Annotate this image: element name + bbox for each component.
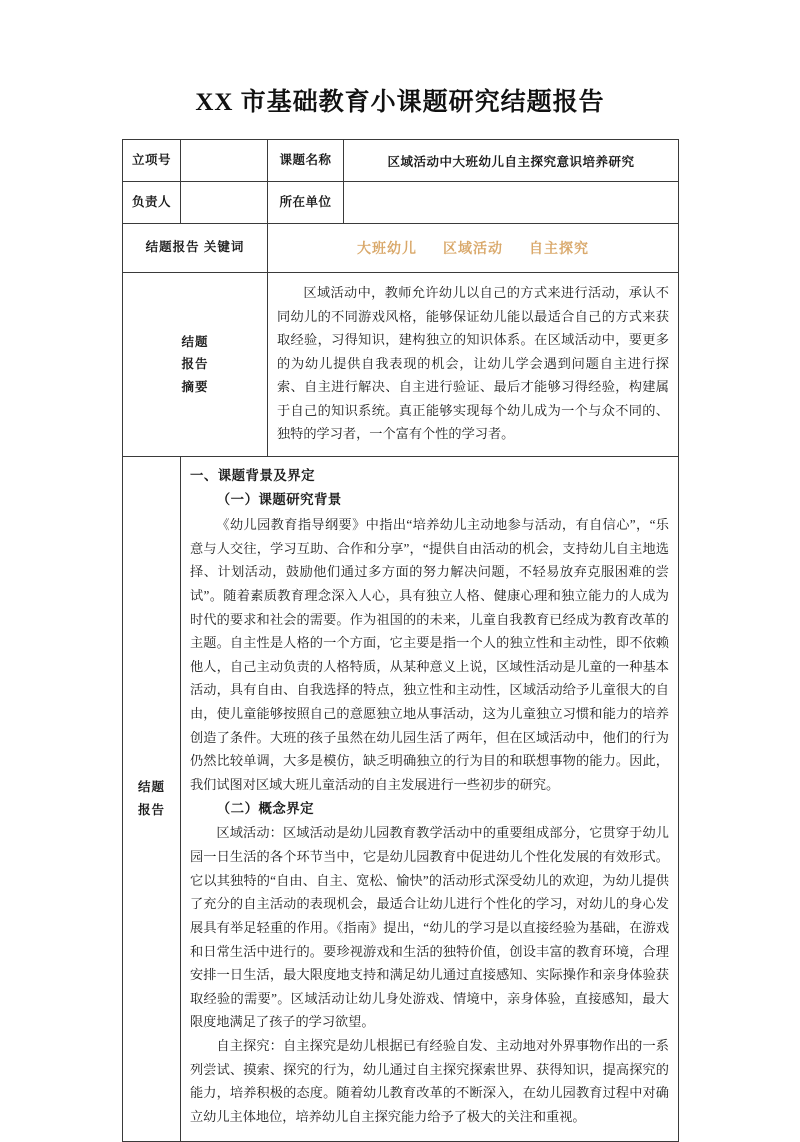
body-heading-1: 一、课题背景及界定 (190, 467, 316, 483)
label-organization: 所在单位 (268, 182, 344, 224)
label-report-keywords-line2: 关键词 (203, 240, 245, 255)
label-report-abstract-line2: 报告 (181, 357, 209, 371)
table-row-owner (123, 182, 679, 224)
keyword-item: 区域活动 (443, 242, 503, 257)
value-report-keywords[interactable] (268, 224, 679, 273)
label-report-abstract-line1: 结题 (181, 334, 209, 349)
label-report-keywords (123, 224, 268, 273)
body-heading-1-1: （一）课题研究背景 (216, 492, 342, 508)
keyword-item: 大班幼儿 (357, 242, 417, 257)
label-report-abstract-line3: 摘要 (181, 379, 209, 394)
value-project-number[interactable] (181, 140, 268, 182)
abstract-paragraph: 区域活动中，教师允许幼儿以自己的方式来进行活动，承认不同幼儿的不同游戏风格，能够保证幼儿能以最适合自己的方式来获取经验，习得知识，建构独立的知识体系。在区域活动中，要更多的为幼儿提供自我表现的机会，让幼儿学会遇到问题自主进行探索、自主进行解决、自主进行验证、最后才能够习得经验，构建属于自己的知识系统。真正能够实现每个幼儿成为一个与众不同的、独特的学习者，一个富有个性的学习者。 (277, 285, 669, 441)
value-project-title[interactable]: 区域活动中大班幼儿自主探究意识培养研究 (344, 140, 679, 182)
value-report-abstract[interactable] (268, 273, 679, 457)
label-project-number: 立项号 (123, 140, 181, 182)
label-project-title: 课题名称 (268, 140, 344, 182)
body-heading-1-2: （二）概念界定 (216, 800, 315, 816)
table-row-abstract (123, 273, 679, 457)
table-row-body (123, 456, 679, 1141)
label-report-body-line1: 结题 (137, 780, 165, 794)
value-organization[interactable] (344, 182, 679, 224)
value-owner[interactable] (181, 182, 268, 224)
keyword-item: 自主探究 (529, 242, 589, 257)
report-table-wrapper (122, 139, 678, 1142)
page-title: XX 市基础教育小课题研究结题报告 (195, 89, 605, 116)
body-paragraph-3: 自主探究：自主探究是幼儿根据已有经验自发、主动地对外界事物作出的一系列尝试、摸索、探究的行为，幼儿通过自主探究探索世界、获得知识，提高探究的能力，培养积极的态度。随着幼儿教育改革的不断深入，在幼儿园教育过程中对确立幼儿主体地位，培养幼儿自主探究能力给予了极大的关注和重视。 (190, 1038, 669, 1124)
value-report-body[interactable] (181, 456, 679, 1141)
label-report-body (123, 456, 181, 1141)
body-paragraph-2: 区域活动：区域活动是幼儿园教育教学活动中的重要组成部分，它贯穿于幼儿园一日生活的各个环节当中，它是幼儿园教育中促进幼儿个性化发展的有效形式。它以其独特的“自由、自主、宽松、愉快”的活动形式深受幼儿的欢迎，为幼儿提供了充分的自主活动的表现机会，最适合让幼儿进行个性化的学习，对幼儿的身心发展具有举足轻重的作用。《指南》提出，“幼儿的学习是以直接经验为基础，在游戏和日常生活中进行的。要珍视游戏和生活的独特价值，创设丰富的教育环境，合理安排一日生活，最大限度地支持和满足幼儿通过直接感知、实际操作和亲身体验获取经验的需要”。区域活动让幼儿身处游戏、情境中，亲身体验，直接感知，最大限度地满足了孩子的学习欲望。 (190, 825, 669, 1030)
label-report-abstract (123, 273, 268, 457)
report-table (122, 139, 679, 1142)
table-row-project (123, 140, 679, 182)
body-paragraph-1: 《幼儿园教育指导纲要》中指出“培养幼儿主动地参与活动，有自信心”，“乐意与人交往，学习互助、合作和分享”，“提供自由活动的机会，支持幼儿自主地选择、计划活动，鼓励他们通过多方面的努力解决问题，不轻易放弃克服困难的尝试”。随着素质教育理念深入人心，具有独立人格、健康心理和独立能力的人成为时代的要求和社会的需要。作为祖国的的未来，儿童自我教育已经成为教育改革的主题。自主性是人格的一个方面，它主要是指一个人的独立性和主动性，即不依赖他人，自己主动负责的人格特质，从某种意义上说，区域性活动是儿童的一种基本活动，具有自由、自我选择的特点，独立性和主动性，区域活动给予儿童很大的自由，使儿童能够按照自己的意愿独立地从事活动，这为儿童独立习惯和能力的培养创造了条件。大班的孩子虽然在幼儿园生活了两年，但在区域活动中，他们的行为仍然比较单调，大多是模仿，缺乏明确独立的行为目的和联想事物的能力。因此，我们试图对区域大班儿童活动的自主发展进行一些初步的研究。 (190, 517, 669, 792)
label-owner: 负责人 (123, 182, 181, 224)
label-report-keywords-line1: 结题报告 (145, 240, 200, 255)
label-report-body-line2: 报告 (137, 802, 165, 817)
table-row-keywords (123, 224, 679, 273)
